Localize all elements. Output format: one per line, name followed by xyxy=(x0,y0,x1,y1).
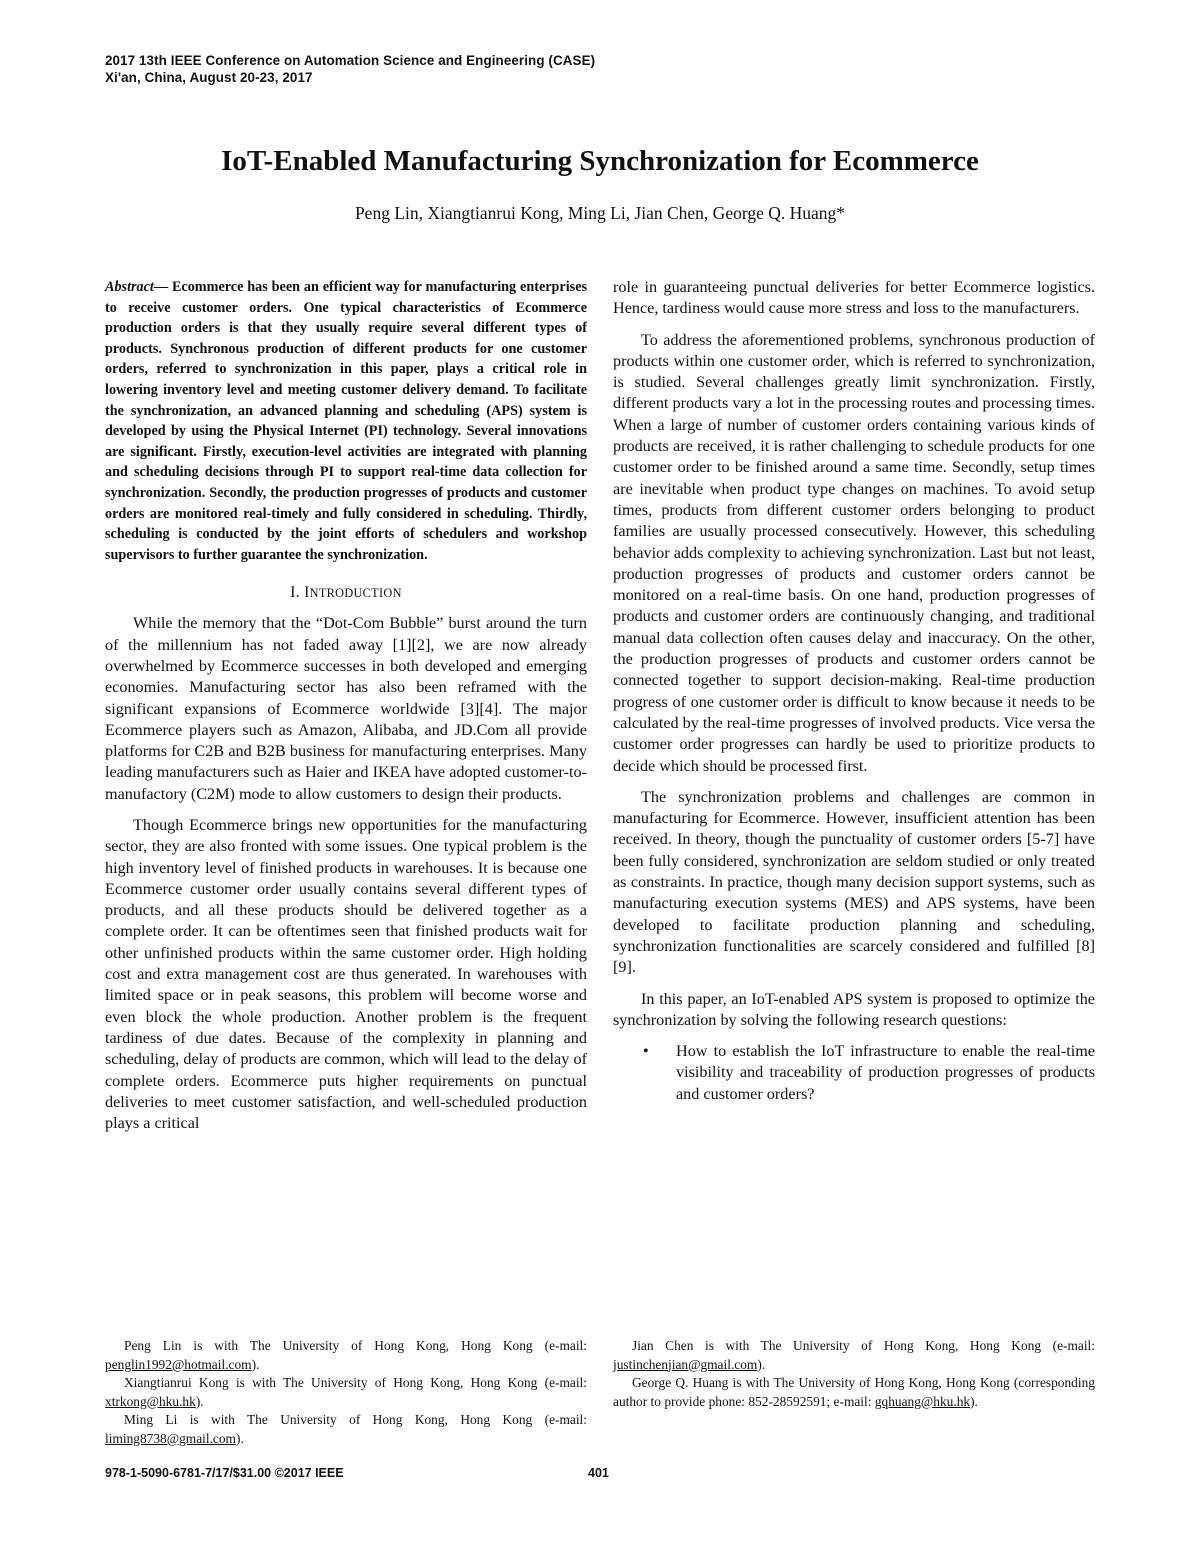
author-footnote: Jian Chen is with The University of Hong Kong, Hong Kong (e-mail: justinchenjian@gmail.com). xyxy=(613,1338,1095,1372)
bullet-icon: • xyxy=(643,1042,649,1061)
body-paragraph: While the memory that the “Dot-Com Bubble” burst around the turn of the millennium has not faded away [1][2], we are now already overwhelmed by Ecommerce successes in both developed and emerging economies. Manufacturing sector has also been reframed with the significant expansions of Ecommerce worldwide [3][4]. The major Ecommerce players such as Amazon, Alibaba, and JD.Com all provide platforms for C2B and B2B business for manufacturing enterprises. Many leading manufacturers such as Haier and IKEA have adopted customer-to- manufactory (C2M) mode to allow customers to design their products. xyxy=(105,614,587,803)
abstract-label: Abstract xyxy=(105,279,154,295)
paper-title: IoT-Enabled Manufacturing Synchronization for Ecommerce xyxy=(221,145,979,177)
body-paragraph-continued: role in guaranteeing punctual deliveries for better Ecommerce logistics. Hence, tardiness would cause more stress and loss to the manufacturers. xyxy=(613,278,1095,318)
body-paragraph: In this paper, an IoT-enabled APS system is proposed to optimize the synchronization by solving the following research questions: xyxy=(613,989,1095,1029)
abstract-text: Ecommerce has been an efficient way for manufacturing enterprises to receive customer orders. One typical characteristics of Ecommerce production orders is that they usually require several different types of products. Synchronous production of different products for one customer orders, referred to synchronization in this paper, plays a critical role in lowering inventory level and meeting customer delivery demand. To facilitate the synchronization, an advanced planning and scheduling (APS) system is developed by using the Physical Internet (PI) technology. Several innovations are significant. Firstly, execution-level activities are integrated with planning and scheduling decisions through PI to support real-time data collection for synchronization. Secondly, the production progresses of products and customer orders are monitored real-timely and fully considered in scheduling. Thirdly, scheduling is conducted by the joint efforts of schedulers and workshop supervisors to further guarantee the synchronization. xyxy=(105,279,588,563)
body-paragraph: The synchronization problems and challenges are common in manufacturing for Ecommerce. However, insufficient attention has been received. In theory, though the punctuality of customer orders [5-7] have been fully considered, synchronization are seldom studied or only treated as constraints. In practice, though many decision support systems, such as manufacturing execution systems (MES) and APS systems, have been developed to facilitate production planning and scheduling, synchronization functionalities are scarcely considered and fulfilled [8][9]. xyxy=(613,787,1095,977)
abstract-dash: — xyxy=(153,279,172,295)
conference-header xyxy=(105,52,595,86)
author-footnote: Peng Lin is with The University of Hong Kong, Hong Kong (e-mail: penglin1992@hotmail.com). xyxy=(105,1338,587,1372)
author-footnote: Xiangtianrui Kong is with The University of Hong Kong, Hong Kong (e-mail: xtrkong@hku.hk). xyxy=(105,1375,587,1409)
email-link[interactable]: liming8738@gmail.com xyxy=(105,1430,236,1446)
left-column xyxy=(105,277,587,1144)
research-question-text: How to establish the IoT infrastructure to enable the real-time visibility and traceability of production progresses of products and customer orders? xyxy=(676,1042,1095,1103)
footnotes-right xyxy=(613,1337,1095,1411)
right-column xyxy=(613,277,1095,1105)
research-question-list xyxy=(613,1041,1095,1105)
conference-location-date: Xi'an, China, August 20-23, 2017 xyxy=(105,70,313,85)
email-link[interactable]: justinchenjian@gmail.com xyxy=(613,1356,758,1372)
abstract xyxy=(105,277,587,565)
page-number: 401 xyxy=(588,1466,609,1480)
copyright-isbn: 978-1-5090-6781-7/17/$31.00 ©2017 IEEE xyxy=(105,1466,344,1480)
author-footnote: George Q. Huang is with The University of Hong Kong, Hong Kong (corresponding author to provide phone: 852-28592591; e-mail: gqhuang@hku.hk). xyxy=(613,1375,1095,1409)
conference-title: 2017 13th IEEE Conference on Automation Science and Engineering (CASE) xyxy=(105,53,596,68)
section-heading-introduction xyxy=(105,583,587,603)
section-number: I. xyxy=(290,584,300,602)
footnotes-left xyxy=(105,1337,587,1448)
author-list: Peng Lin, Xiangtianrui Kong, Ming Li, Jian Chen, George Q. Huang* xyxy=(354,203,846,223)
body-paragraph: Though Ecommerce brings new opportunities for the manufacturing sector, they are also fronted with some issues. One typical problem is the high inventory level of finished products in warehouses. It is because one Ecommerce customer order usually contains several different types of products, and all these products should be delivered together as a complete order. It can be oftentimes seen that finished products wait for other unfinished products within the same customer order. High holding cost and extra management cost are thus generated. In warehouses with limited space or in peak seasons, this problem will become worse and even block the whole production. Another problem is the frequent tardiness of due dates. Because of the complexity in planning and scheduling, delay of products are common, which will lead to the delay of complete orders. Ecommerce puts higher requirements on punctual deliveries to meet customer satisfaction, and well-scheduled production plays a critical xyxy=(105,815,587,1133)
body-paragraph: To address the aforementioned problems, synchronous production of products within one customer order, which is referred to synchronization, is studied. Several challenges greatly limit synchronization. Firstly, different products vary a lot in the processing routes and processing times. When a large of number of customer orders containing various kinds of products are received, it is rather challenging to schedule products for one customer order to be finished around a same time. Secondly, setup times are inevitable when product type changes on machines. To avoid setup times, products from different customer orders belonging to product families are usually processed consecutively. However, this scheduling behavior adds complexity to achieving synchronization. Last but not least, production progresses of products and customer orders cannot be monitored on a real-time basis. On one hand, production progresses of products and customer orders are continuously changing, and traditional manual data collection often causes delay and inaccuracy. On the other, the production progresses of products and customer orders cannot be connected together to support decision-making. Real-time production progress of one customer order is difficult to know because it needs to be calculated by the real-time progresses of involved products. Vice versa the customer order progresses can hardly be used to prioritize products to decide which should be processed first. xyxy=(613,330,1095,775)
email-link[interactable]: xtrkong@hku.hk xyxy=(105,1393,196,1409)
author-footnote: Ming Li is with The University of Hong Kong, Hong Kong (e-mail: liming8738@gmail.com). xyxy=(105,1412,587,1446)
email-link[interactable]: penglin1992@hotmail.com xyxy=(105,1356,252,1372)
section-title-first-letter: I xyxy=(304,584,310,602)
research-question-item xyxy=(613,1041,1095,1105)
section-title-rest: NTRODUCTION xyxy=(309,586,402,601)
email-link[interactable]: gqhuang@hku.hk xyxy=(874,1393,971,1409)
